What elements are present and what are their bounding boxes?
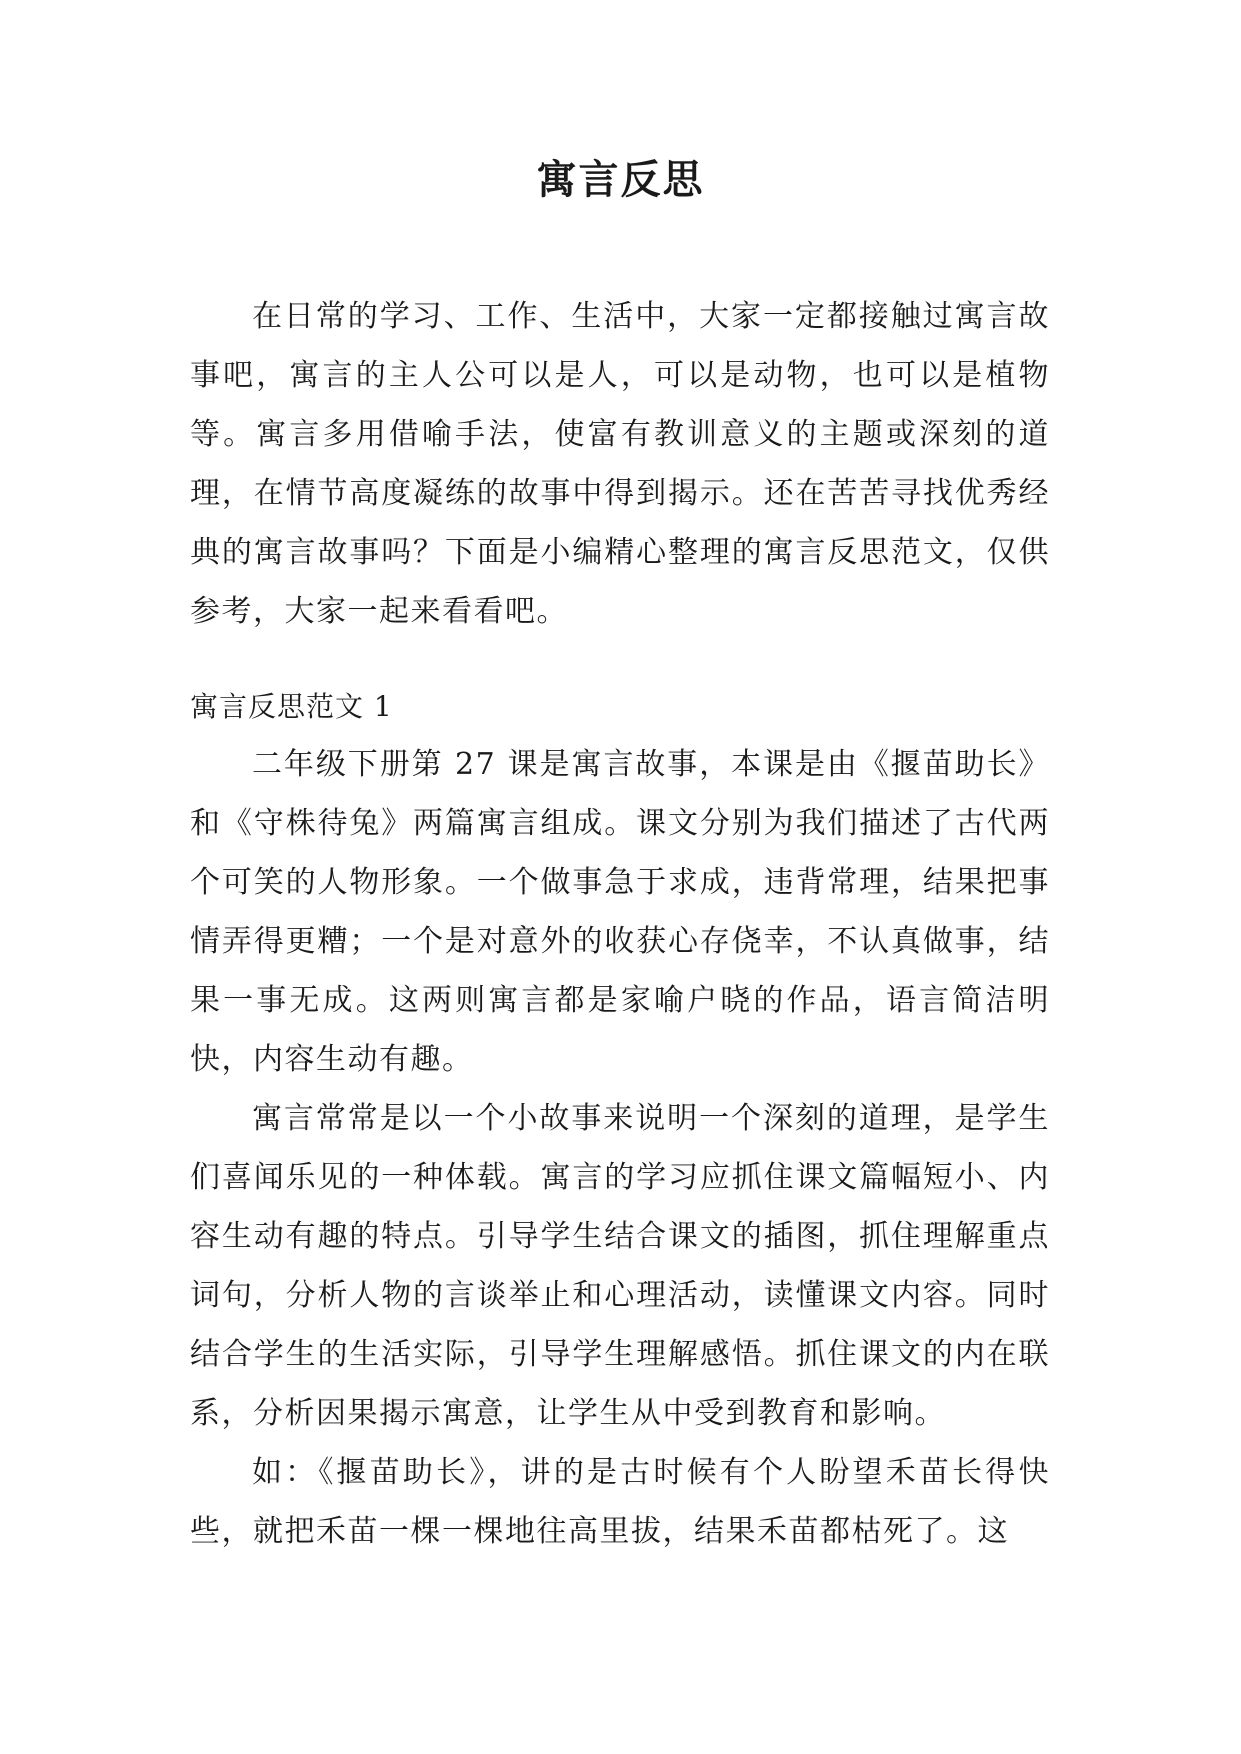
document-body	[190, 287, 1050, 1561]
body-paragraph: 二年级下册第 27 课是寓言故事，本课是由《揠苗助长》和《守株待兔》两篇寓言组成。课文分别为我们描述了古代两个可笑的人物形象。一个做事急于求成，违背常理，结果把事情弄得更糟；一个是对意外的收获心存侥幸，不认真做事，结果一事无成。这两则寓言都是家喻户晓的作品，语言简洁明快，内容生动有趣。	[190, 747, 1050, 1077]
body-paragraph: 寓言常常是以一个小故事来说明一个深刻的道理，是学生们喜闻乐见的一种体载。寓言的学习应抓住课文篇幅短小、内容生动有趣的特点。引导学生结合课文的插图，抓住理解重点词句，分析人物的言谈举止和心理活动，读懂课文内容。同时结合学生的生活实际，引导学生理解感悟。抓住课文的内在联系，分析因果揭示寓意，让学生从中受到教育和影响。	[190, 1101, 1050, 1431]
section-heading: 寓言反思范文 1	[190, 690, 393, 723]
document-title: 寓言反思	[536, 156, 705, 203]
body-paragraph: 如：《揠苗助长》，讲的是古时候有个人盼望禾苗长得快些，就把禾苗一棵一棵地往高里拔，结果禾苗都枯死了。这	[190, 1455, 1050, 1549]
intro-paragraph: 在日常的学习、工作、生活中，大家一定都接触过寓言故事吧，寓言的主人公可以是人，可以是动物，也可以是植物等。寓言多用借喻手法，使富有教训意义的主题或深刻的道理，在情节高度凝练的故事中得到揭示。还在苦苦寻找优秀经典的寓言故事吗？下面是小编精心整理的寓言反思范文，仅供参考，大家一起来看看吧。	[190, 299, 1050, 629]
